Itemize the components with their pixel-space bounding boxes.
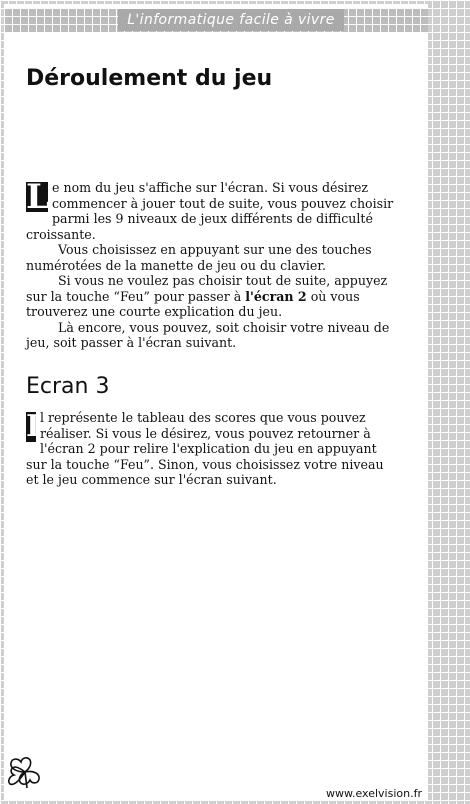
paragraph-5 bbox=[26, 410, 396, 488]
section-title-ecran-3: Ecran 3 bbox=[26, 374, 110, 399]
header-tagline: L'informatique facile à vivre bbox=[118, 9, 344, 31]
section-intro bbox=[26, 177, 396, 351]
page-title: Déroulement du jeu bbox=[26, 66, 273, 91]
paragraph-3-bold: l'écran 2 bbox=[245, 288, 307, 304]
section-ecran-3 bbox=[26, 410, 396, 488]
paragraph-3-after: où vous trouverez une courte explication du jeu. bbox=[26, 288, 360, 319]
paragraph-5-text: l représente le tableau des scores que vous pouvez réaliser. Si vous le désirez, vous pouvez retourner à l'écran 2 pour relire l'explication du jeu en appuyant sur la touche “Feu”. Sinon, vous choisissez votre niveau et le jeu commence sur l'écran suivant. bbox=[26, 410, 384, 487]
paragraph-3-before: Si vous ne voulez pas choisir tout de suite, appuyez sur la touche “Feu” pour passer à bbox=[26, 273, 388, 304]
paragraph-2: Vous choisissez en appuyant sur une des touches numérotées de la manette de jeu ou du clavier. bbox=[26, 242, 372, 273]
drop-cap-l: L bbox=[26, 177, 50, 217]
paragraph-1 bbox=[26, 177, 396, 242]
paragraph-3 bbox=[26, 273, 396, 320]
clover-logo-icon bbox=[6, 752, 46, 794]
paragraph-1-text: e nom du jeu s'affiche sur l'écran. Si vous désirez commencer à jouer tout de suite, vous pouvez choisir parmi les 9 niveaux de jeux différents de difficulté croissante. bbox=[26, 180, 394, 242]
drop-cap-i: I bbox=[26, 409, 41, 444]
page-sheet bbox=[4, 4, 428, 800]
footer-url: www.exelvision.fr bbox=[326, 787, 422, 800]
paragraph-4: Là encore, vous pouvez, soit choisir votre niveau de jeu, soit passer à l'écran suivant. bbox=[26, 319, 390, 350]
